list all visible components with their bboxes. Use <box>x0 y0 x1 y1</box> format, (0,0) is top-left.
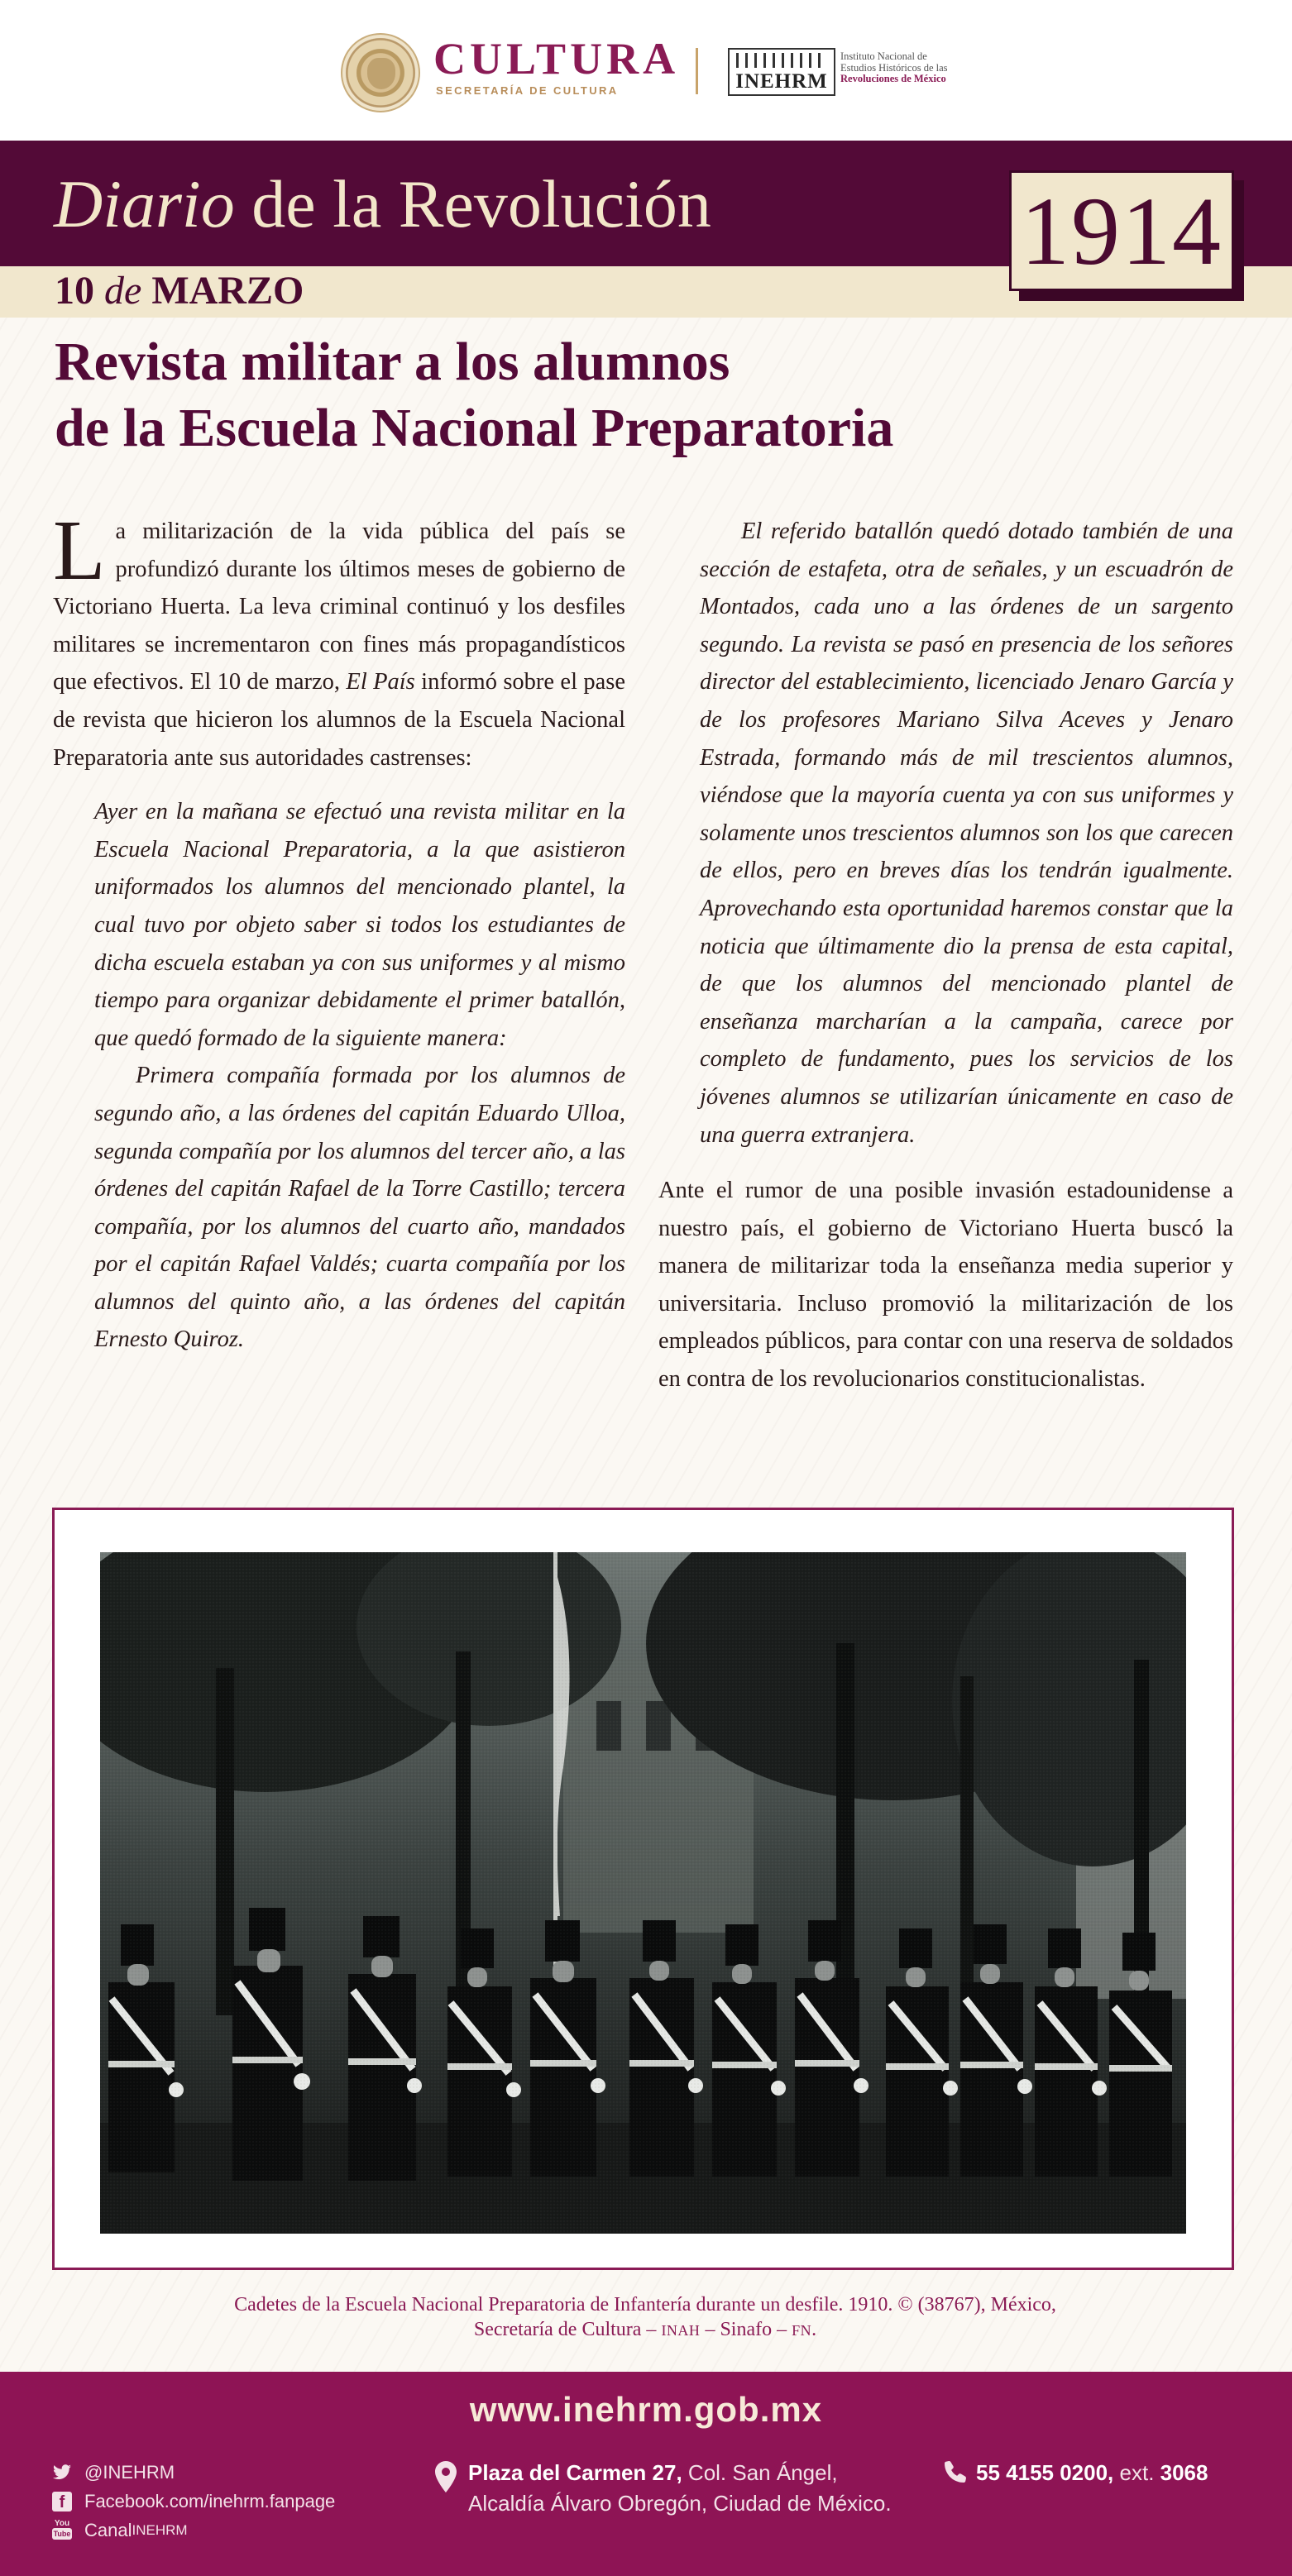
inehrm-logo-tag: INEHRM <box>735 70 828 93</box>
caption-line-2-end: . <box>811 2319 817 2340</box>
phone-number[interactable] <box>976 2458 1208 2488</box>
caption-line-1: Cadetes de la Escuela Nacional Preparatoria de Infantería durante un desfile. 1910. © (38767), México, <box>234 2294 1056 2316</box>
photo-frame <box>52 1508 1234 2270</box>
intro-paragraph <box>53 503 626 777</box>
address-line-2: Alcaldía Álvaro Obregón, Ciudad de México. <box>468 2491 892 2516</box>
location-pin-icon <box>435 2461 457 2497</box>
address <box>468 2458 892 2519</box>
year-box <box>1009 170 1234 291</box>
caption-inah: INAH <box>661 2322 701 2339</box>
closing-paragraph: Ante el rumor de una posible invasión estadounidense a nuestro país, el gobierno de Victoriano Huerta buscó la manera de militarizar toda la enseñanza media superior y universitaria. Incluso promovió la militarización de los empleados públicos, para contar con una reserva de soldados en contra de los revolucionarios constitucionalistas. <box>658 1178 1233 1393</box>
intro-text-a: a militarización de la vida pública del país se profundizó durante los últimos meses de gobierno de Victoriano Huerta. La leva criminal continuó y los desfiles militares se incrementaron con fines más propagandísticos que efectivos. El 10 de marzo, <box>53 519 625 695</box>
address-line-1 <box>468 2458 892 2488</box>
facebook-link[interactable] <box>51 2487 335 2516</box>
caption-line-2-b: – Sinafo – <box>700 2319 792 2340</box>
masthead-title-italic: Diario <box>54 166 235 241</box>
article-column-right <box>658 513 1233 1398</box>
article-date <box>55 270 304 313</box>
twitter-bird-icon <box>51 2463 73 2483</box>
phone-ext-label: ext. <box>1113 2460 1160 2485</box>
youtube-link[interactable] <box>51 2516 335 2545</box>
youtube-prefix: Canal <box>84 2520 132 2540</box>
logo-divider <box>696 48 698 94</box>
youtube-logo <box>52 2520 72 2541</box>
date-day: 10 <box>55 269 94 313</box>
youtube-logo-bottom: Tube <box>53 2529 71 2538</box>
twitter-handle: @INEHRM <box>84 2462 175 2483</box>
cadets-photo-illustration <box>100 1552 1186 2234</box>
phone-ext: 3068 <box>1160 2460 1208 2485</box>
phone-main: 55 4155 0200, <box>976 2460 1114 2485</box>
caption-line-2 <box>149 2317 1141 2343</box>
logo-bar <box>0 0 1292 141</box>
inehrm-logo-text <box>840 51 964 85</box>
address-street: Plaza del Carmen 27, <box>468 2460 682 2485</box>
youtube-icon <box>51 2518 73 2540</box>
year-label: 1914 <box>1021 177 1223 285</box>
quote-paragraph-1: Ayer en la mañana se efectuó una revista militar en la Escuela Nacional Preparatoria, a la que asistieron uniformados los alumnos del mencionado plantel, la cual tuvo por objeto saber si todos los estudiantes de dicha escuela estaban ya con sus uniformes y al mismo tiempo para organizar debidamente el primer batallón, que quedó formado de la siguiente manera: <box>94 799 625 1051</box>
masthead-title <box>54 166 711 241</box>
youtube-logo-top: You <box>54 2518 70 2528</box>
quote-paragraph-3: El referido batallón quedó dotado también de una sección de estafeta, otra de señales, y un escuadrón de Montados, cada uno a las órdenes de un sargento segundo. La revista se pasó en presencia de los señores director del establecimiento, licenciado Jenaro García y de los profesores Mariano Silva Aceves y Jenaro Estrada, formando más de mil trescientos alumnos, viéndose que la mayoría cuenta ya con sus uniformes y solamente unos trescientos alumnos son los que carecen de ellos, pero en breves días los tendrán igualmente. Aprovechando esta oportunidad haremos constar que la noticia que últimamente dio la prensa de esta capital, de que los alumnos del mencionado plantel de enseñanza marcharían a la campaña, carece por completo de fundamento, pues los servicios de los jóvenes alumnos se utilizarían únicamente en caso de una guerra extranjera. <box>700 519 1233 1148</box>
photo-caption <box>149 2292 1141 2343</box>
youtube-channel: INEHRM <box>132 2522 188 2538</box>
facebook-url: Facebook.com/inehrm.fanpage <box>84 2491 336 2511</box>
inehrm-building-icon[interactable] <box>728 48 835 96</box>
caption-fn: FN <box>792 2322 812 2339</box>
drop-cap: L <box>53 503 106 598</box>
cultura-logo-subtitle: SECRETARÍA DE CULTURA <box>436 84 619 97</box>
date-month: MARZO <box>151 269 304 313</box>
headline-line-1: Revista militar a los alumnos <box>55 332 730 392</box>
facebook-icon-glyph: f <box>52 2492 72 2511</box>
cultura-logo[interactable]: CULTURA <box>433 34 680 84</box>
intro-source: El País <box>346 669 415 695</box>
mexico-seal-icon <box>341 33 420 112</box>
address-colonia: Col. San Ángel, <box>682 2460 838 2485</box>
facebook-icon <box>51 2492 73 2511</box>
masthead-title-rest: de la Revolución <box>234 166 711 241</box>
date-de: de <box>104 269 142 313</box>
building-columns-icon <box>736 53 827 68</box>
intro-text-b: informó sobre el pase de revista que hicieron los alumnos de la Escuela Nacional Preparatoria ante sus autoridades castrenses: <box>53 669 626 771</box>
website-link[interactable]: www.inehrm.gob.mx <box>469 2390 823 2429</box>
twitter-link[interactable] <box>51 2458 335 2487</box>
article-column-left <box>53 503 626 1359</box>
inehrm-line-3: Revoluciones de México <box>840 73 946 84</box>
inehrm-line-2: Estudios Históricos de las <box>840 61 948 74</box>
headline-line-2: de la Escuela Nacional Preparatoria <box>55 398 894 458</box>
cadets-photo[interactable] <box>100 1552 1186 2234</box>
inehrm-line-1: Instituto Nacional de <box>840 50 927 62</box>
article-headline <box>55 329 1213 461</box>
social-links <box>51 2458 335 2545</box>
quote-paragraph-2: Primera compañía formada por los alumnos de segundo año, a las órdenes del capitán Eduardo Ulloa, segunda compañía por los alumnos del tercer año, a las órdenes del capitán Rafael de la Torre Castillo; tercera compañía, por los alumnos del cuarto año, mandados por el capitán Rafael Valdés; cuarta compañía por los alumnos del quinto año, a las órdenes del capitán Ernesto Quiroz. <box>94 1063 625 1353</box>
caption-line-2-a: Secretaría de Cultura – <box>473 2319 662 2340</box>
phone-icon <box>943 2459 968 2488</box>
